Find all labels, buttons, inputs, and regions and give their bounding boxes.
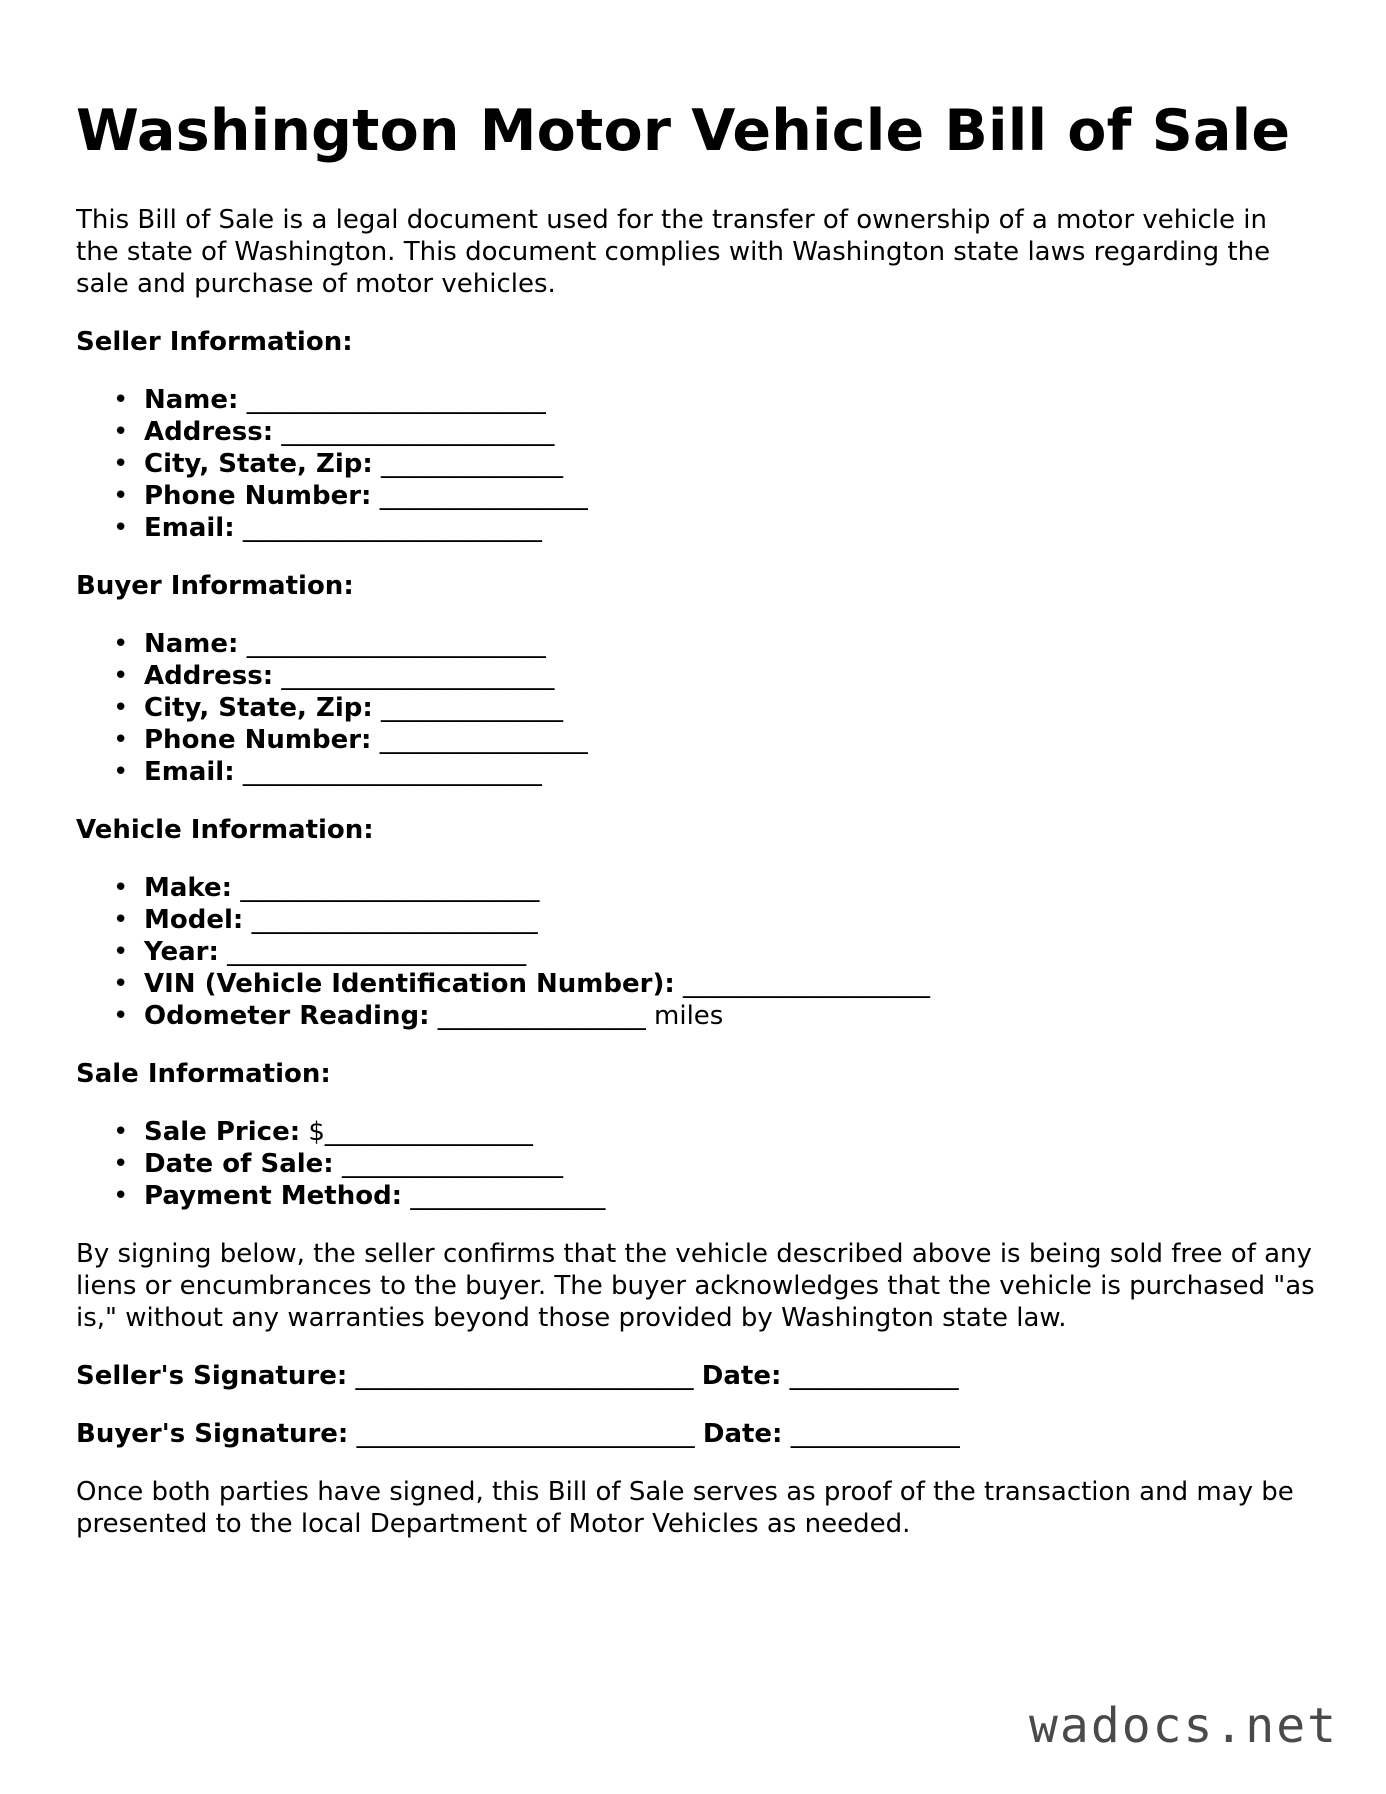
vehicle-vin-item — [144, 968, 1316, 1000]
field-blank: _____________________ — [281, 661, 555, 691]
buyer-city-item — [144, 692, 1316, 724]
field-label: Email: — [144, 513, 235, 543]
buyer-signature-line — [76, 1418, 1316, 1450]
field-label: Payment Method: — [144, 1181, 403, 1211]
field-label: City, State, Zip: — [144, 449, 373, 479]
field-blank: ______________________ — [251, 905, 538, 935]
seller-date-label: Date: — [701, 1361, 782, 1391]
intro-paragraph: This Bill of Sale is a legal document used for the transfer of ownership of a motor vehicle in the state of Washington. This document complies with Washington state laws regarding the sale and purchase of motor vehicles. — [76, 205, 1271, 299]
sale-heading: Sale Information: — [76, 1059, 331, 1089]
buyer-signature-label: Buyer's Signature: — [76, 1419, 349, 1449]
sale-list — [76, 1116, 1316, 1212]
seller-signature-blank: __________________________ — [355, 1361, 694, 1391]
document-title: Washington Motor Vehicle Bill of Sale — [76, 98, 1291, 164]
seller-date-blank: _____________ — [789, 1361, 959, 1391]
sale-date-item — [144, 1148, 1316, 1180]
seller-phone-item — [144, 480, 1316, 512]
buyer-name-item — [144, 628, 1316, 660]
field-blank: _______________________ — [242, 757, 542, 787]
buyer-signature-blank: __________________________ — [356, 1419, 695, 1449]
seller-city-item — [144, 448, 1316, 480]
seller-heading: Seller Information: — [76, 327, 353, 357]
buyer-phone-item — [144, 724, 1316, 756]
buyer-date-blank: _____________ — [790, 1419, 960, 1449]
field-label: Phone Number: — [144, 725, 372, 755]
field-blank: ______________ — [381, 693, 564, 723]
field-label: VIN (Vehicle Identification Number): — [144, 969, 675, 999]
watermark: wadocs.net — [1029, 1698, 1338, 1754]
field-blank: _______________________ — [246, 385, 546, 415]
buyer-address-item — [144, 660, 1316, 692]
field-blank: ________________ — [379, 481, 588, 511]
buyer-date-label: Date: — [702, 1419, 783, 1449]
field-label: Year: — [144, 937, 219, 967]
vehicle-make-item — [144, 872, 1316, 904]
vehicle-odometer-item — [144, 1000, 1316, 1032]
field-blank: _____________________ — [281, 417, 555, 447]
field-blank: _______________________ — [240, 873, 540, 903]
field-label: Sale Price: — [144, 1117, 301, 1147]
field-label: Address: — [144, 417, 274, 447]
vehicle-year-item — [144, 936, 1316, 968]
field-blank: _______________________ — [246, 629, 546, 659]
buyer-heading: Buyer Information: — [76, 571, 354, 601]
field-label: Name: — [144, 385, 239, 415]
buyer-list — [76, 628, 1316, 788]
field-label: City, State, Zip: — [144, 693, 373, 723]
vehicle-heading: Vehicle Information: — [76, 815, 374, 845]
buyer-email-item — [144, 756, 1316, 788]
closing-paragraph: By signing below, the seller confirms that the vehicle described above is being sold free of any liens or encumbrances to the buyer. The buyer acknowledges that the vehicle is purchased "as is," without any warranties beyond those provided by Washington state law. — [76, 1239, 1315, 1333]
field-blank: _______________________ — [227, 937, 527, 967]
field-blank: ___________________ — [683, 969, 930, 999]
seller-name-item — [144, 384, 1316, 416]
field-blank: ________________ miles — [437, 1001, 724, 1031]
field-label: Make: — [144, 873, 233, 903]
seller-address-item — [144, 416, 1316, 448]
field-label: Odometer Reading: — [144, 1001, 430, 1031]
document-page — [76, 96, 1316, 1540]
field-label: Address: — [144, 661, 274, 691]
seller-email-item — [144, 512, 1316, 544]
field-label: Model: — [144, 905, 244, 935]
seller-signature-label: Seller's Signature: — [76, 1361, 348, 1391]
field-label: Phone Number: — [144, 481, 372, 511]
field-label: Date of Sale: — [144, 1149, 334, 1179]
sale-price-item — [144, 1116, 1316, 1148]
vehicle-list — [76, 872, 1316, 1032]
seller-signature-line — [76, 1360, 1316, 1392]
field-blank: ______________ — [381, 449, 564, 479]
field-blank: _______________ — [410, 1181, 606, 1211]
field-label: Email: — [144, 757, 235, 787]
field-blank: _______________________ — [242, 513, 542, 543]
sale-payment-item — [144, 1180, 1316, 1212]
field-blank: $________________ — [308, 1117, 533, 1147]
vehicle-model-item — [144, 904, 1316, 936]
field-label: Name: — [144, 629, 239, 659]
field-blank: ________________ — [379, 725, 588, 755]
field-blank: _________________ — [341, 1149, 563, 1179]
seller-list — [76, 384, 1316, 544]
footer-paragraph: Once both parties have signed, this Bill of Sale serves as proof of the transaction and may be presented to the local Department of Motor Vehicles as needed. — [76, 1477, 1294, 1539]
